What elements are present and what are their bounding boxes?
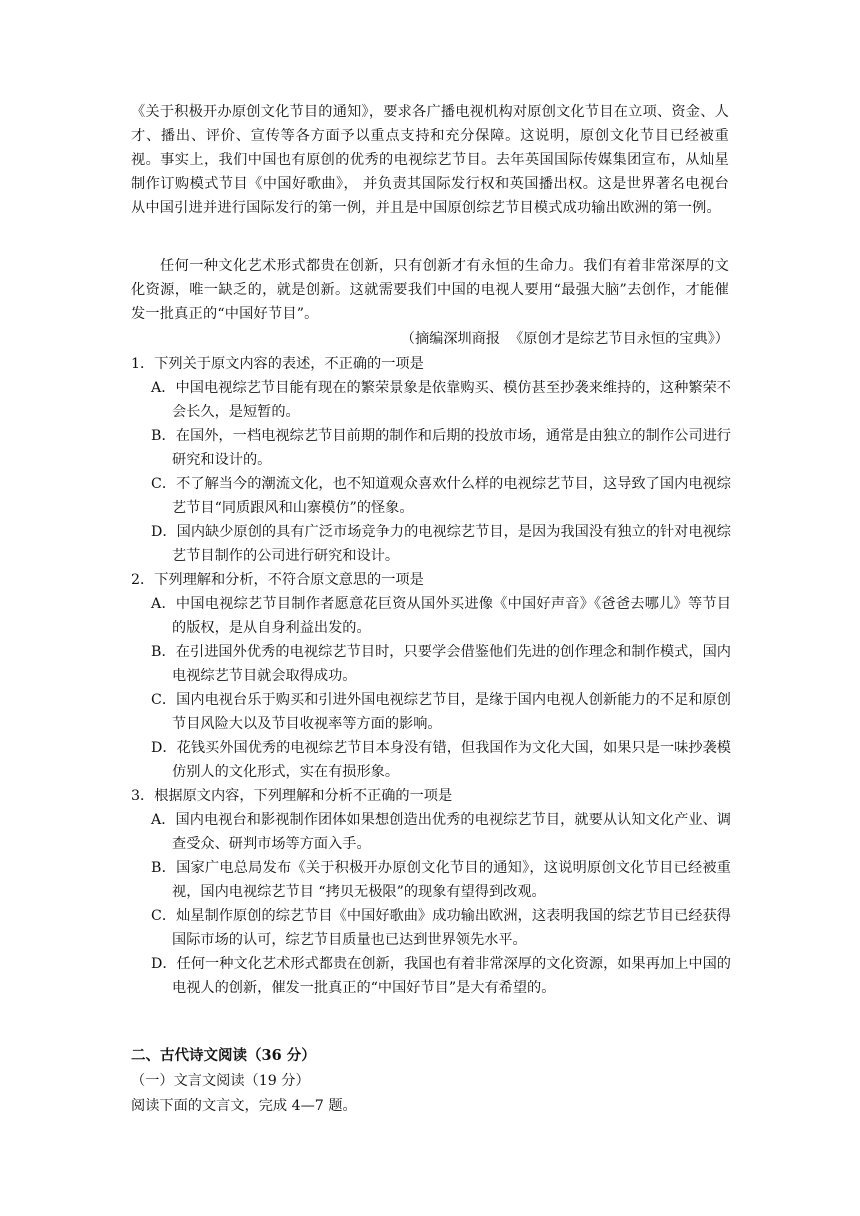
option-d: D．花钱买外国优秀的电视综艺节目本身没有错，但我国作为文化大国，如果只是一味抄袭模仿别人的文化形式，实在有损形象。 [151, 740, 731, 780]
question-1 [131, 352, 731, 568]
option-b: B．在引进国外优秀的电视综艺节目时，只要学会借鉴他们先进的创作理念和制作模式，国内电视综艺节目就会取得成功。 [151, 644, 731, 684]
option-c: C．不了解当今的潮流文化，也不知道观众喜欢什么样的电视综艺节目，这导致了国内电视综艺节目“同质跟风和山寨模仿”的怪象。 [151, 476, 731, 516]
question-2 [131, 568, 731, 784]
option-a: A．国内电视台和影视制作团体如果想创造出优秀的电视综艺节目，就要从认知文化产业、调查受众、研判市场等方面入手。 [151, 812, 731, 852]
option-b: B．在国外，一档电视综艺节目前期的制作和后期的投放市场，通常是由独立的制作公司进行研究和设计的。 [151, 428, 731, 468]
section-subtitle: （一）文言文阅读（19 分） [131, 1073, 310, 1089]
option-a: A．中国电视综艺节目能有现在的繁荣景象是依靠购买、模仿甚至抄袭来维持的，这种繁荣不会长久，是短暂的。 [151, 380, 731, 420]
question-stem: 1．下列关于原文内容的表述，不正确的一项是 [131, 356, 424, 372]
option-a: A．中国电视综艺节目制作者愿意花巨资从国外买进像《中国好声音》《爸爸去哪儿》等节目的版权，是从自身利益出发的。 [151, 596, 731, 636]
passage-paragraph-1: 《关于积极开办原创文化节目的通知》，要求各广播电视机构对原创文化节目在立项、资金、人才、播出、评价、宣传等各方面予以重点支持和充分保障。这说明，原创文化节目已经被重视。事实上，我们中国也有原创的优秀的电视综艺节目。去年英国国际传媒集团宣布，从灿星制作订购模式节目《中国好歌曲》， 并负责其国际发行权和英国播出权。这是世界著名电视台从中国引进并进行国际发行的第一例，并且是中国原创综艺节目模式成功输出欧洲的第一例。 [131, 104, 729, 216]
passage-paragraph-2: 任何一种文化艺术形式都贵在创新，只有创新才有永恒的生命力。我们有着非常深厚的文化资源，唯一缺乏的，就是创新。这就需要我们中国的电视人要用“最强大脑”去创作，才能催发一批真正的“中国好节目”。 [131, 258, 729, 322]
passage-source: （摘编深圳商报 《原创才是综艺节目永恒的宝典》） [400, 331, 729, 347]
question-stem: 3．根据原文内容，下列理解和分析不正确的一项是 [131, 788, 453, 804]
section-instruction: 阅读下面的文言文，完成 4—7 题。 [131, 1098, 357, 1114]
option-c: C．灿星制作原创的综艺节目《中国好歌曲》成功输出欧洲，这表明我国的综艺节目已经获得国际市场的认可，综艺节目质量也已达到世界领先水平。 [151, 908, 731, 948]
question-3 [131, 784, 731, 1000]
question-list [131, 352, 731, 1000]
option-d: D．国内缺少原创的具有广泛市场竞争力的电视综艺节目，是因为我国没有独立的针对电视综艺节目制作的公司进行研究和设计。 [151, 524, 731, 564]
question-stem: 2．下列理解和分析，不符合原文意思的一项是 [131, 572, 424, 588]
option-b: B．国家广电总局发布《关于积极开办原创文化节目的通知》，这说明原创文化节目已经被重视，国内电视综艺节目 “拷贝无极限”的现象有望得到改观。 [151, 860, 731, 900]
option-d: D．任何一种文化艺术形式都贵在创新，我国也有着非常深厚的文化资源，如果再加上中国的电视人的创新，催发一批真正的“中国好节目”是大有希望的。 [151, 956, 731, 996]
section-title: 二、古代诗文阅读（36 分） [131, 1047, 316, 1064]
option-c: C．国内电视台乐于购买和引进外国电视综艺节目，是缘于国内电视人创新能力的不足和原创节目风险大以及节目收视率等方面的影响。 [151, 692, 731, 732]
